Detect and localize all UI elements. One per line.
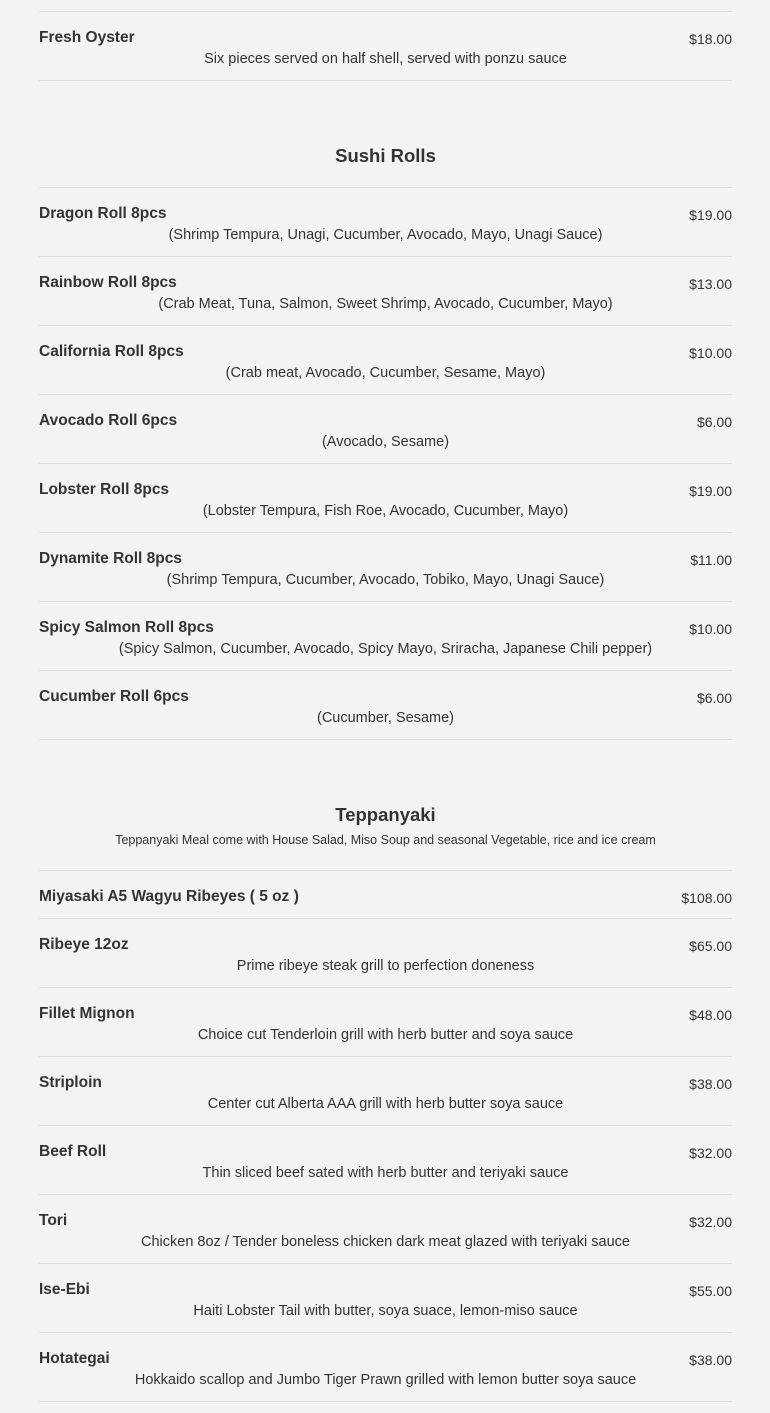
menu-item [39,671,732,740]
item-name: Fresh Oyster [39,29,135,46]
menu-item [39,395,732,464]
item-description: (Shrimp Tempura, Cucumber, Avocado, Tobiko, Mayo, Unagi Sauce) [166,572,605,588]
item-description: Six pieces served on half shell, served with ponzu sauce [204,51,567,67]
item-price: $6.00 [696,414,732,430]
menu-item [39,533,732,602]
item-description: (Crab Meat, Tuna, Salmon, Sweet Shrimp, Avocado, Cucumber, Mayo) [158,296,613,312]
menu-item [39,871,732,919]
item-description: Chicken 8oz / Tender boneless chicken dark meat glazed with teriyaki sauce [141,1234,630,1250]
item-name: Ise-Ebi [39,1281,90,1298]
item-description: (Shrimp Tempura, Unagi, Cucumber, Avocado, Mayo, Unagi Sauce) [168,227,603,243]
menu-item [39,602,732,671]
menu-item [39,1126,732,1195]
item-price: $38.00 [689,1076,732,1092]
section-note: Teppanyaki Meal come with House Salad, Miso Soup and seasonal Vegetable, rice and ice cream [115,833,656,847]
item-description: Hokkaido scallop and Jumbo Tiger Prawn grilled with lemon butter soya sauce [134,1372,637,1388]
section-title-sushi-rolls: Sushi Rolls [335,145,436,166]
sushi-rolls-list [39,187,732,740]
item-name: Lobster Roll 8pcs [39,481,170,498]
menu-item [39,1057,732,1126]
item-name: Spicy Salmon Roll 8pcs [39,619,214,636]
item-price: $18.00 [689,31,732,47]
item-description: Prime ribeye steak grill to perfection doneness [236,958,535,974]
item-price: $32.00 [689,1145,732,1161]
menu-item [39,326,732,395]
menu-item [39,1333,732,1402]
item-name: Tori [39,1212,68,1229]
item-description: (Lobster Tempura, Fish Roe, Avocado, Cucumber, Mayo) [202,503,569,519]
menu-item [39,988,732,1057]
item-name: Rainbow Roll 8pcs [39,274,177,291]
item-price: $48.00 [689,1007,732,1023]
item-price: $32.00 [689,1214,732,1230]
item-name: Dragon Roll 8pcs [39,205,167,222]
item-name: Fillet Mignon [39,1005,135,1022]
item-name: Miyasaki A5 Wagyu Ribeyes ( 5 oz ) [39,888,299,905]
item-name: Beef Roll [39,1143,107,1160]
item-price: $10.00 [689,621,732,637]
menu-item [39,919,732,988]
item-name: Striploin [39,1074,102,1091]
item-description: Choice cut Tenderloin grill with herb butter and soya sauce [197,1027,574,1043]
item-description: (Avocado, Sesame) [321,434,450,450]
item-description: (Crab meat, Avocado, Cucumber, Sesame, Mayo) [225,365,546,381]
item-name: Cucumber Roll 6pcs [39,688,189,705]
item-price: $108.00 [681,890,732,906]
item-price: $6.00 [696,690,732,706]
item-description: (Cucumber, Sesame) [317,710,454,726]
menu-item [39,1195,732,1264]
item-name: Avocado Roll 6pcs [39,412,178,429]
menu-item [39,12,732,81]
item-price: $19.00 [689,207,732,223]
item-price: $19.00 [689,483,732,499]
menu-item [39,464,732,533]
item-name: California Roll 8pcs [39,343,184,360]
menu-item [39,188,732,257]
item-price: $38.00 [689,1352,732,1368]
item-name: Ribeye 12oz [39,936,129,953]
item-price: $13.00 [689,276,732,292]
menu-item [39,257,732,326]
item-price: $55.00 [689,1283,732,1299]
item-description: Thin sliced beef sated with herb butter and teriyaki sauce [202,1165,569,1181]
item-description: (Spicy Salmon, Cucumber, Avocado, Spicy Mayo, Sriracha, Japanese Chili pepper) [118,641,653,657]
item-price: $65.00 [689,938,732,954]
teppanyaki-list [39,870,732,1402]
item-name: Hotategai [39,1350,110,1367]
item-price: $10.00 [689,345,732,361]
menu-item [39,1264,732,1333]
item-description: Haiti Lobster Tail with butter, soya suace, lemon-miso sauce [193,1303,578,1319]
item-price: $11.00 [690,552,732,568]
top-section-list [39,11,732,81]
section-title-teppanyaki: Teppanyaki [335,804,436,825]
item-description: Center cut Alberta AAA grill with herb butter soya sauce [207,1096,564,1112]
item-name: Dynamite Roll 8pcs [39,550,182,567]
